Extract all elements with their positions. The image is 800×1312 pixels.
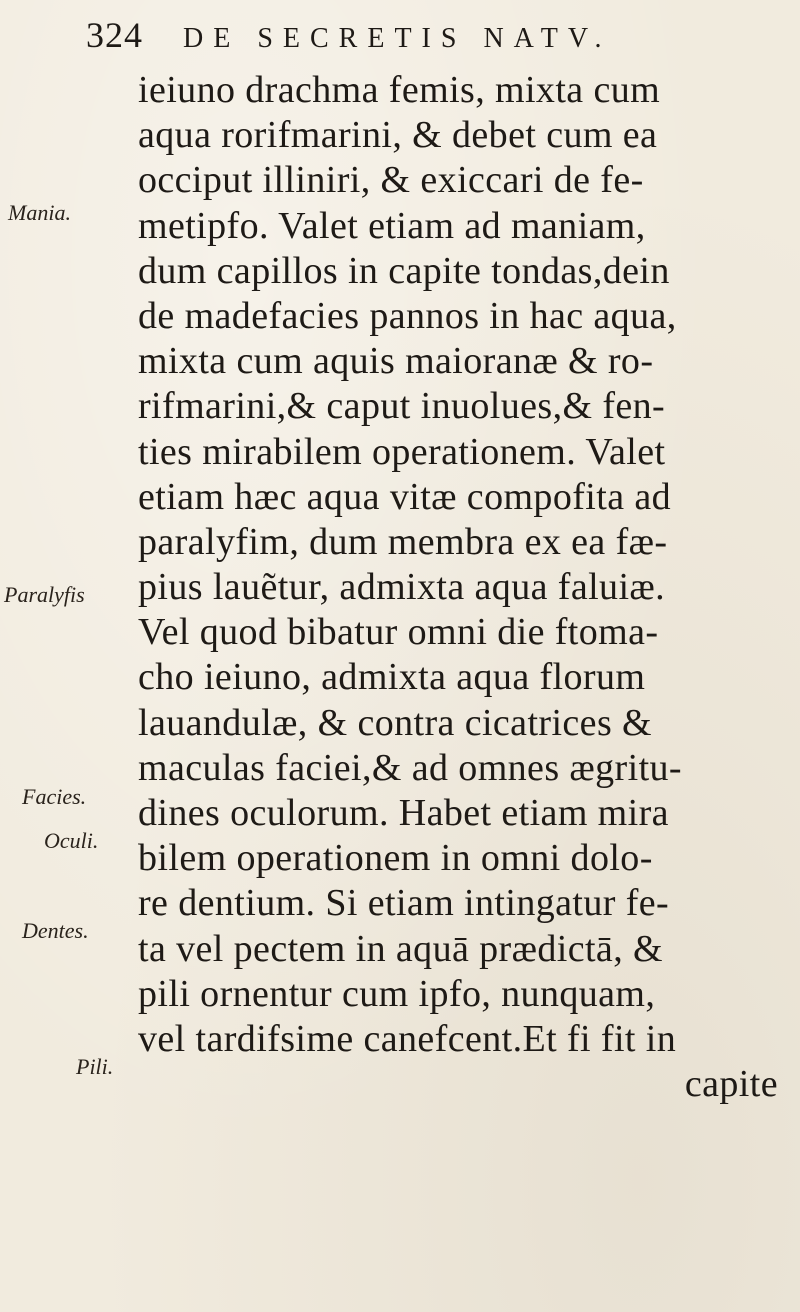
text-line: pius lauẽtur, admixta aqua faluiæ. xyxy=(138,566,666,609)
margin-note-dentes: Dentes. xyxy=(22,918,89,943)
text-line: metipfo. Valet etiam ad maniam, xyxy=(138,204,646,247)
text-line: rifmarini,& caput inuolues,& fen- xyxy=(138,385,666,428)
text-line: cho ieiuno, admixta aqua florum xyxy=(138,656,646,699)
margin-note-paralysis: Paralyfis xyxy=(4,582,85,607)
text-line: dines oculorum. Habet etiam mira xyxy=(138,792,669,834)
text-line: re dentium. Si etiam intingatur fe- xyxy=(138,882,670,925)
margin-note-mania: Mania. xyxy=(8,200,71,225)
text-line: paralyfim, dum membra ex ea fæ- xyxy=(138,520,668,563)
text-line: etiam hæc aqua vitæ compofita ad xyxy=(138,475,672,518)
text-line: ta vel pectem in aquā prædictā, & xyxy=(138,927,663,970)
margin-note-oculi: Oculi. xyxy=(44,828,99,853)
page-header xyxy=(86,14,612,70)
text-line: dum capillos in capite tondas,dein xyxy=(138,249,670,292)
text-line: vel tardifsime canefcent.Et fi fit in xyxy=(138,1017,677,1060)
text-line: de madefacies pannos in hac aqua, xyxy=(138,294,677,337)
page-number: 324 xyxy=(86,15,143,55)
text-line: mixta cum aquis maioranæ & ro- xyxy=(138,340,654,383)
text-line: Vel quod bibatur omni die ftoma- xyxy=(138,611,659,654)
text-line: pili ornentur cum ipfo, nunquam, xyxy=(138,972,656,1015)
running-head: DE SECRETIS NATV. xyxy=(183,23,612,54)
margin-note-facies: Facies. xyxy=(22,784,87,809)
text-line: bilem operationem in omni dolo- xyxy=(138,837,653,880)
catchword: capite xyxy=(684,1063,778,1106)
text-line: lauandulæ, & contra cicatrices & xyxy=(138,701,652,744)
margin-note-pili: Pili. xyxy=(76,1054,114,1079)
text-line: maculas faciei,& ad omnes ægritu- xyxy=(138,746,682,789)
body-text xyxy=(138,68,788,1107)
text-line: ties mirabilem operationem. Valet xyxy=(138,430,666,473)
text-line: ieiuno drachma femis, mixta cum xyxy=(138,69,661,111)
text-line: aqua rorifmarini, & debet cum ea xyxy=(138,114,658,157)
text-line: occiput illiniri, & exiccari de fe- xyxy=(138,159,644,202)
